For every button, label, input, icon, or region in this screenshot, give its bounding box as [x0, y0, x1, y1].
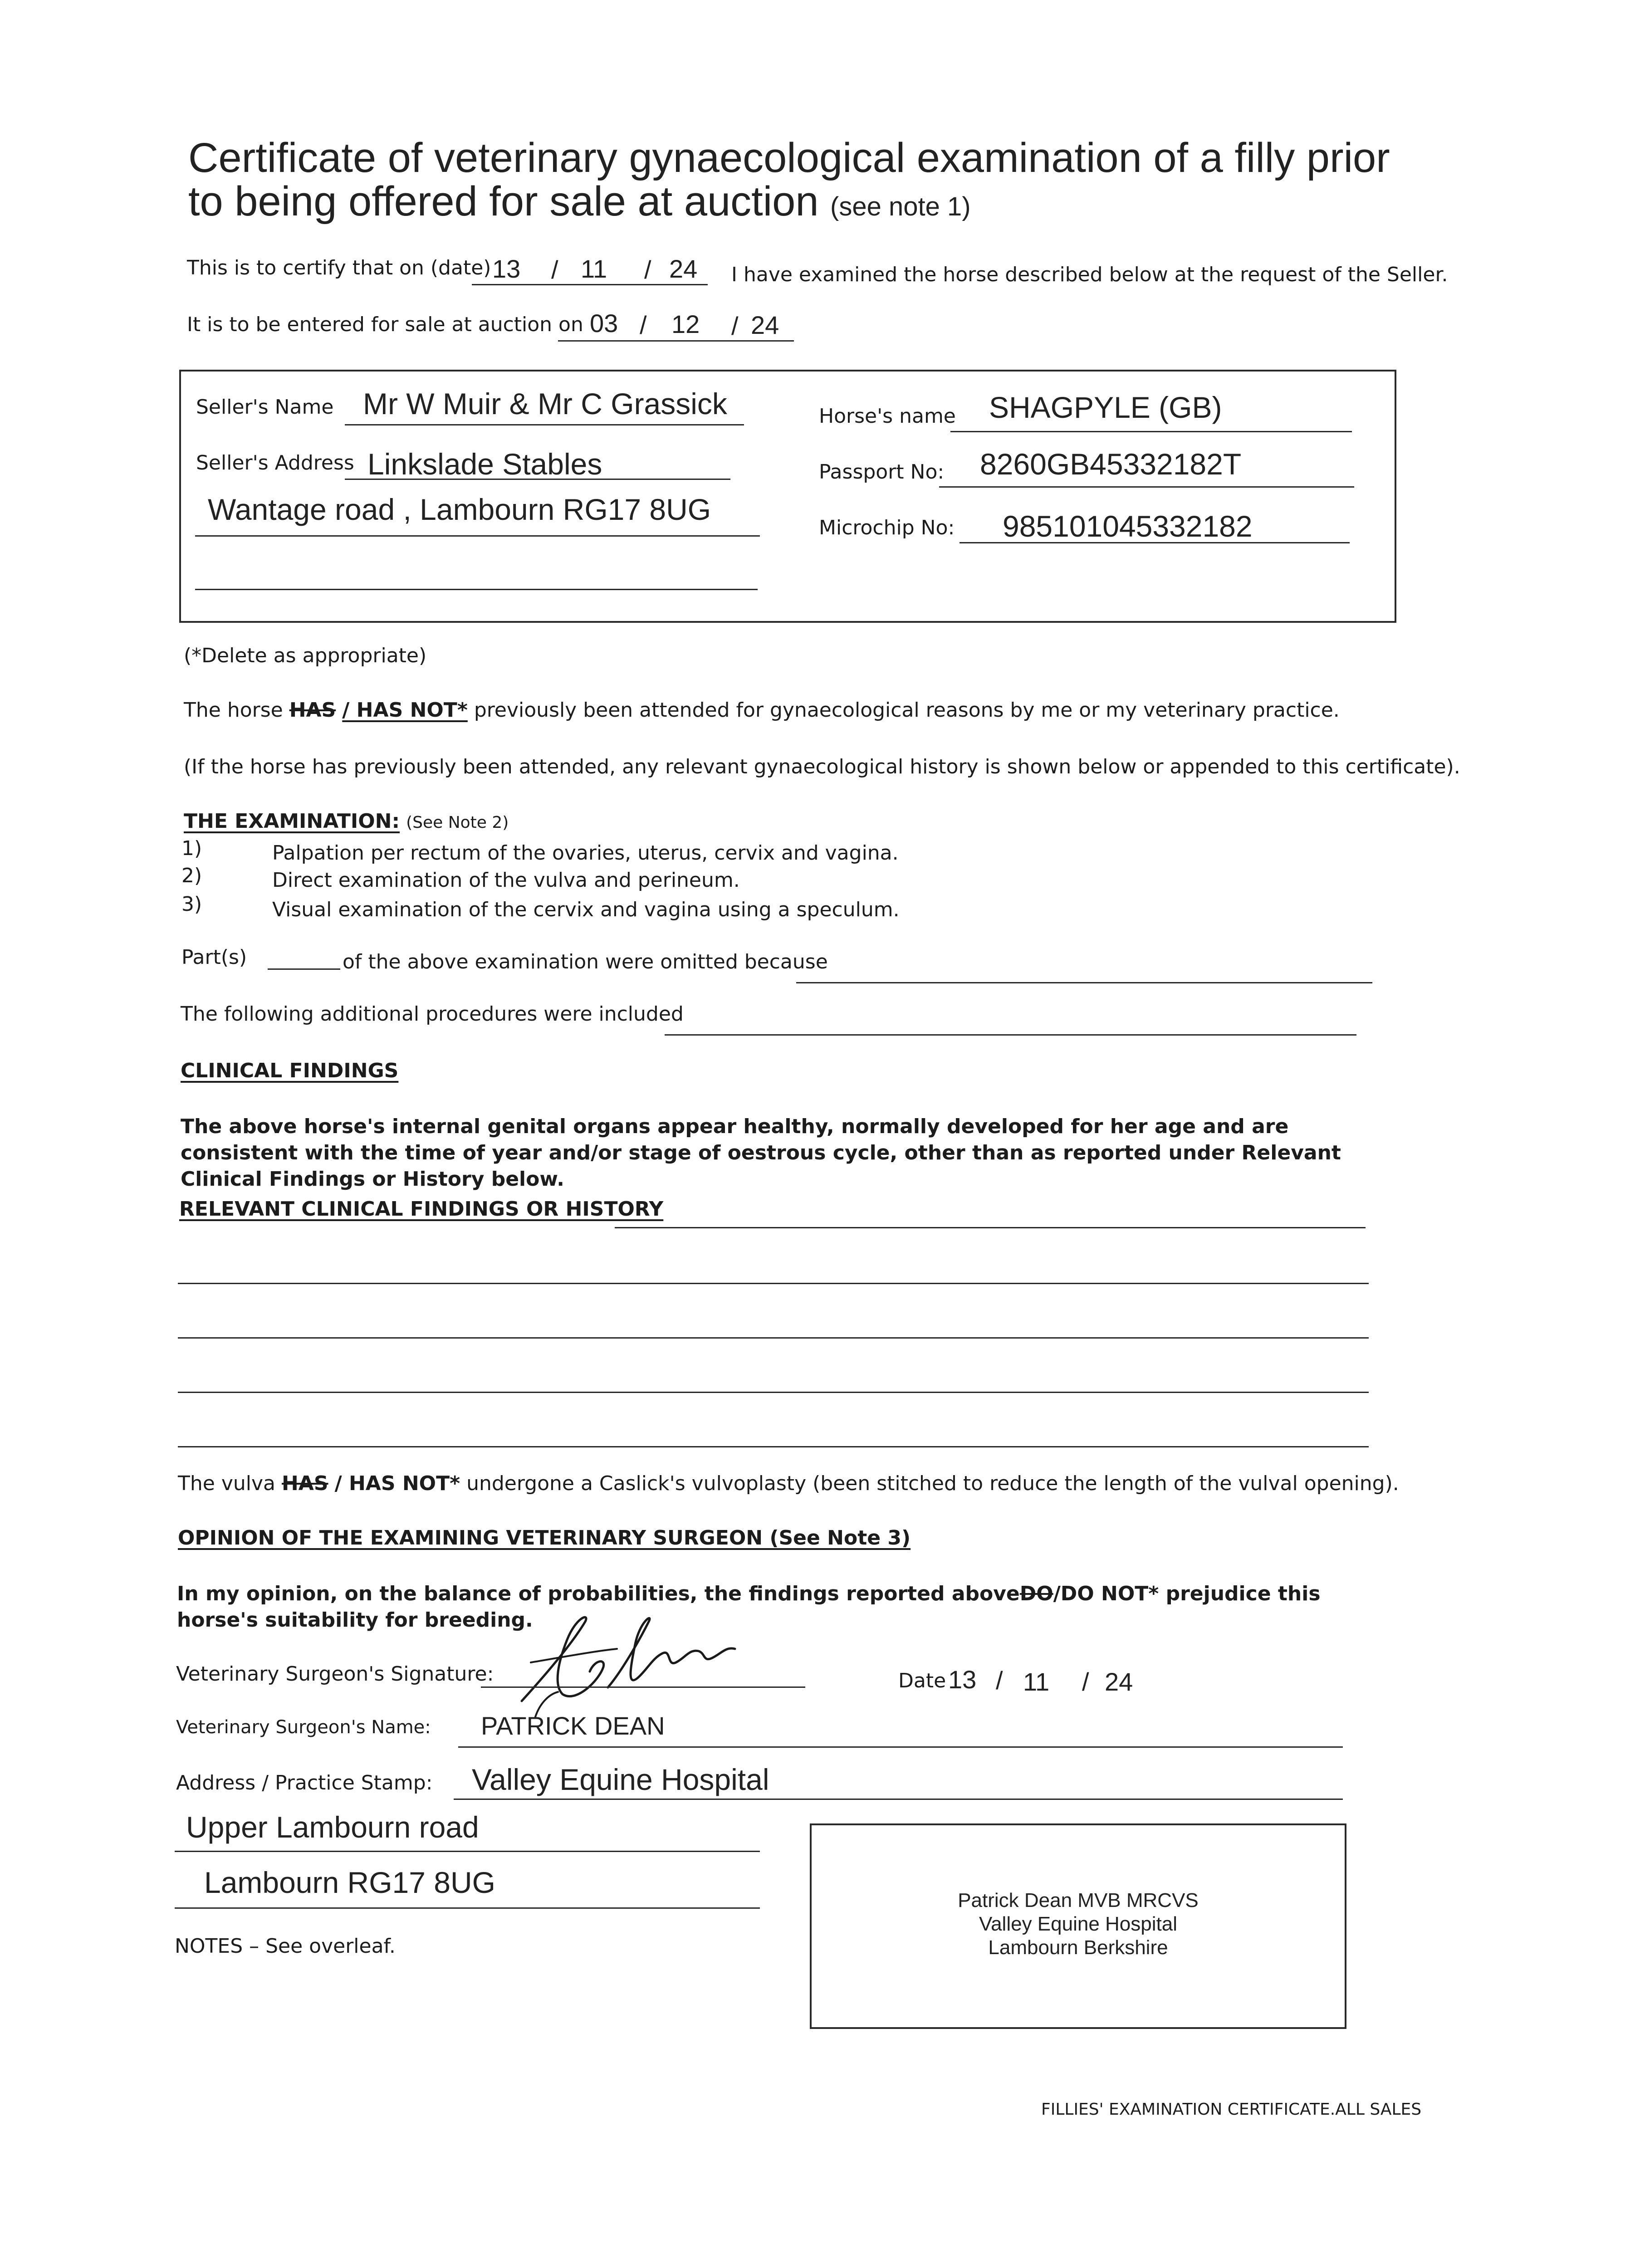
opinion-suffix: prejudice this horse's suitability for breeding.: [177, 1582, 1321, 1632]
practice-stamp: [812, 1889, 1345, 1960]
exam-item-2-num: 2): [181, 864, 202, 887]
vet-date-day: 13: [948, 1665, 977, 1694]
attended-prefix: The horse: [184, 699, 283, 722]
auction-day: 03: [590, 309, 618, 337]
omitted-reason-line: [796, 982, 1372, 983]
vet-name-line: [458, 1746, 1343, 1748]
omitted-suffix: of the above examination were omitted because: [343, 950, 828, 973]
opinion-heading: OPINION OF THE EXAMINING VETERINARY SURGEON (See Note 3): [178, 1526, 911, 1549]
passport-label: Passport No:: [819, 460, 945, 484]
vulva-prefix: The vulva: [178, 1472, 275, 1495]
title-note: (see note 1): [830, 192, 971, 221]
certify-year: 24: [669, 254, 698, 283]
vet-address-label: Address / Practice Stamp:: [176, 1771, 433, 1794]
exam-item-3-num: 3): [181, 893, 202, 916]
vet-address-line1: Valley Equine Hospital: [472, 1763, 769, 1796]
exam-item-2-text: Direct examination of the vulva and perineum.: [272, 869, 740, 892]
vet-date-month: 11: [1023, 1667, 1050, 1696]
auction-month: 12: [671, 310, 700, 338]
certify-date-line: [472, 284, 708, 285]
seller-address-line2: Wantage road , Lambourn RG17 8UG: [208, 493, 711, 526]
stamp-line-3: Lambourn Berkshire: [988, 1936, 1168, 1959]
relevant-line-5: [178, 1446, 1369, 1447]
opinion-selected: /DO NOT*: [1053, 1582, 1159, 1605]
history-note: (If the horse has previously been attended, any relevant gynaecological history is shown below or appended to this certificate).: [184, 755, 1460, 778]
passport-number: 8260GB45332182T: [980, 447, 1242, 481]
stamp-line-1: Patrick Dean MVB MRCVS: [958, 1889, 1199, 1911]
examination-heading-row: [184, 810, 509, 833]
certify-slash-1: /: [551, 255, 558, 284]
opinion-prefix: In my opinion, on the balance of probabilities, the findings reported above: [177, 1582, 1020, 1605]
opinion-sentence: [177, 1581, 1402, 1633]
exam-item-1-num: 1): [181, 837, 202, 860]
title-text: Certificate of veterinary gynaecological examination of a filly prior to being offered for sale at auction: [188, 135, 1390, 225]
vet-address-line3: Lambourn RG17 8UG: [204, 1866, 495, 1899]
seller-address-label: Seller's Address: [196, 451, 354, 474]
vet-name-label: Veterinary Surgeon's Name:: [176, 1717, 431, 1738]
practice-stamp-box: [810, 1823, 1346, 2029]
vulva-sentence: [178, 1472, 1399, 1495]
relevant-heading: RELEVANT CLINICAL FINDINGS OR HISTORY: [179, 1198, 664, 1221]
seller-name-line: [345, 424, 744, 425]
seller-name-label: Seller's Name: [196, 396, 334, 419]
microchip-line: [960, 542, 1350, 543]
seller-address-line-3: [195, 589, 758, 590]
vet-address-line-3: [175, 1907, 760, 1909]
examination-heading: THE EXAMINATION:: [184, 810, 400, 833]
vet-address-line-2: [175, 1851, 760, 1852]
relevant-line-3: [178, 1337, 1369, 1339]
seller-address-line1: Linkslade Stables: [367, 447, 602, 481]
relevant-line-4: [178, 1392, 1369, 1393]
seller-address-line-2: [195, 535, 760, 537]
horse-name-line: [950, 431, 1352, 432]
attended-selected: / HAS NOT*: [342, 699, 468, 722]
horse-name: SHAGPYLE (GB): [989, 391, 1222, 424]
microchip-number: 985101045332182: [1003, 509, 1253, 543]
microchip-label: Microchip No:: [819, 516, 955, 539]
vet-date-slash-2: /: [1082, 1667, 1089, 1696]
vet-signature: [504, 1603, 776, 1721]
vulva-struck: HAS: [281, 1472, 328, 1495]
stamp-line-2: Valley Equine Hospital: [979, 1913, 1177, 1935]
additional-procedures-line: [665, 1034, 1356, 1036]
notes-overleaf: NOTES – See overleaf.: [175, 1935, 396, 1958]
relevant-line-2: [178, 1283, 1369, 1284]
vet-date-slash-1: /: [996, 1666, 1003, 1695]
vet-date-label: Date: [898, 1669, 946, 1692]
footer-label: FILLIES' EXAMINATION CERTIFICATE.ALL SALES: [1041, 2100, 1422, 2119]
examination-note: (See Note 2): [406, 813, 509, 832]
auction-date-line: [558, 340, 794, 342]
omitted-parts-line: [268, 968, 340, 970]
exam-item-3-text: Visual examination of the cervix and vagina using a speculum.: [272, 898, 900, 921]
certify-suffix: I have examined the horse described below at the request of the Seller.: [731, 263, 1448, 286]
vulva-suffix: undergone a Caslick's vulvoplasty (been stitched to reduce the length of the vulval opening).: [466, 1472, 1399, 1495]
attended-struck: HAS: [289, 699, 336, 722]
signature-line: [481, 1686, 805, 1688]
horse-name-label: Horse's name: [819, 405, 956, 428]
auction-slash-1: /: [640, 311, 647, 339]
delete-note: (*Delete as appropriate): [184, 644, 427, 667]
seller-name: Mr W Muir & Mr C Grassick: [363, 387, 727, 420]
vet-address-line2: Upper Lambourn road: [186, 1810, 479, 1844]
auction-year: 24: [751, 311, 779, 339]
clinical-heading: CLINICAL FINDINGS: [181, 1059, 399, 1082]
vet-date-year: 24: [1105, 1667, 1133, 1696]
certify-slash-2: /: [644, 255, 651, 284]
seller-address-line-1: [345, 479, 730, 480]
certificate-title: [188, 136, 1413, 229]
certify-day: 13: [492, 254, 521, 283]
exam-item-1-text: Palpation per rectum of the ovaries, uterus, cervix and vagina.: [272, 841, 899, 865]
auction-prefix: It is to be entered for sale at auction on: [187, 313, 583, 336]
auction-slash-2: /: [731, 312, 739, 340]
attended-suffix: previously been attended for gynaecological reasons by me or my veterinary practice.: [474, 699, 1340, 722]
signature-label: Veterinary Surgeon's Signature:: [176, 1662, 494, 1686]
certify-prefix: This is to certify that on (date): [187, 256, 491, 279]
passport-line: [939, 486, 1354, 488]
attended-sentence: [184, 699, 1340, 722]
relevant-line-1: [615, 1227, 1366, 1228]
omitted-prefix: Part(s): [181, 946, 247, 969]
certify-month: 11: [581, 254, 607, 283]
opinion-struck: DO: [1019, 1582, 1053, 1605]
vet-address-line-1: [454, 1799, 1343, 1800]
vulva-selected: / HAS NOT*: [334, 1472, 460, 1495]
vet-name: PATRICK DEAN: [481, 1711, 665, 1740]
additional-procedures: The following additional procedures were included: [181, 1002, 684, 1026]
clinical-statement: The above horse's internal genital organs appear healthy, normally developed for her age and are consistent with the time of year and/or stage of oestrous cycle, other than as reported under Relevant Clinical Findings or History below.: [181, 1115, 1341, 1191]
